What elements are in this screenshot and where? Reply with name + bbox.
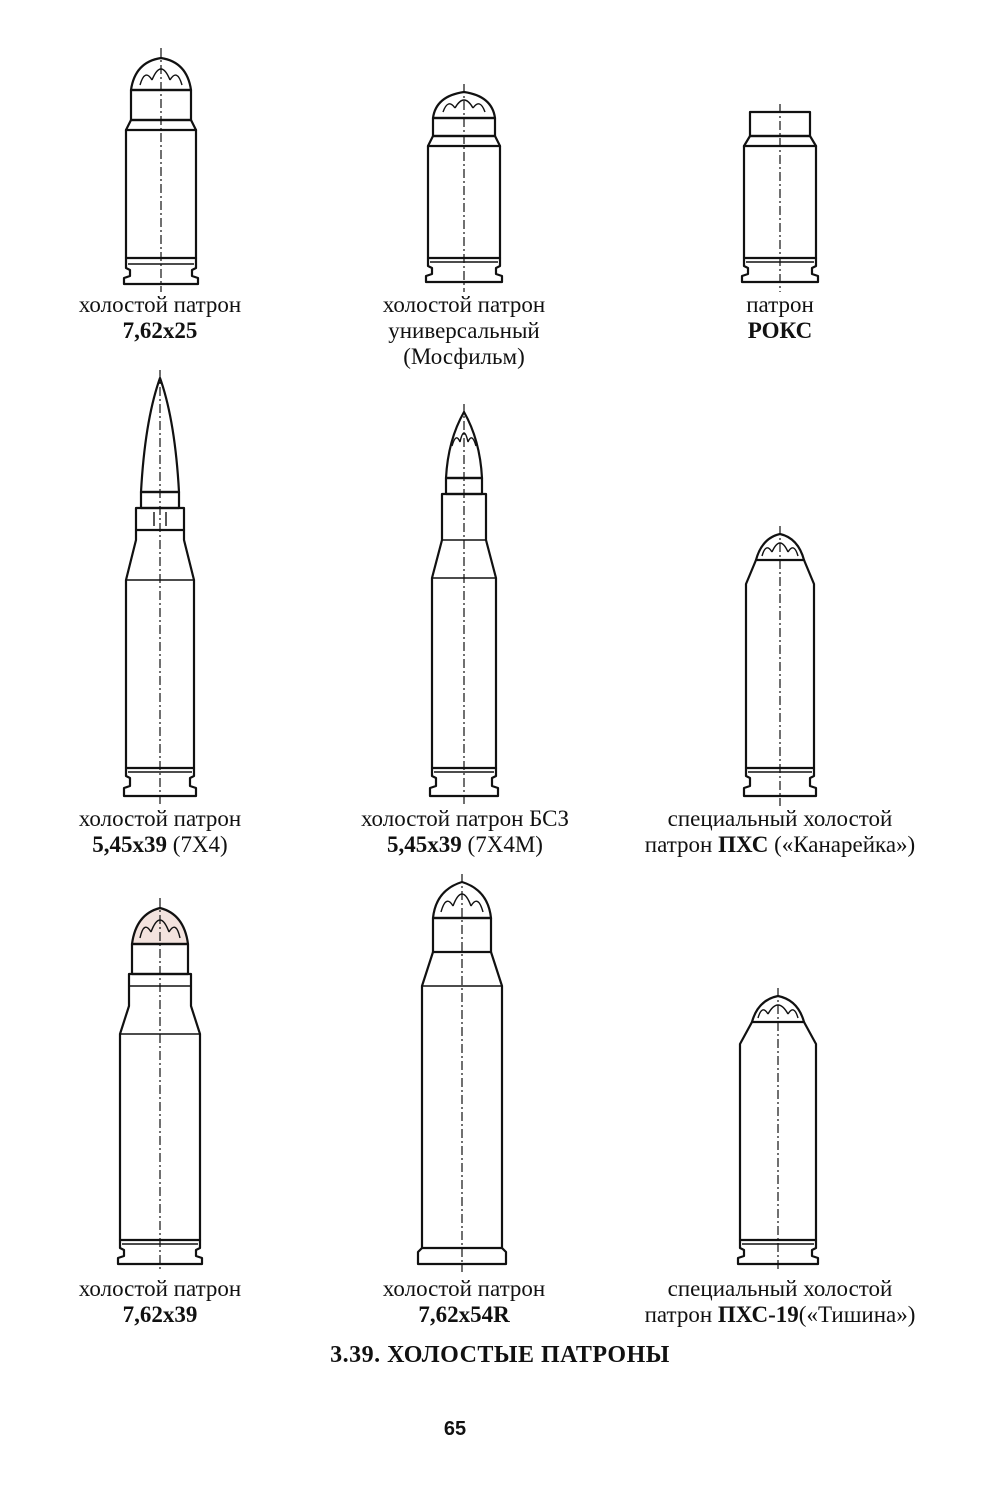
caption-code: ПХС-19 — [717, 1302, 799, 1327]
caption-nickname: («Тишина») — [798, 1302, 916, 1327]
cartridge-drawing-5-45x39-7x4m — [430, 404, 498, 806]
caption-5-45x39-7x4 — [40, 806, 280, 858]
caption-code: 7,62x54R — [418, 1302, 510, 1327]
caption-line1: холостой патрон — [78, 806, 242, 831]
caption-line1: холостой патрон — [382, 292, 546, 317]
cartridge-drawing-pkhs — [744, 526, 816, 806]
cartridge-drawing-pkhs-19 — [738, 988, 818, 1272]
caption-line1: холостой патрон — [78, 1276, 242, 1301]
caption-code: 7,62x25 — [122, 318, 198, 343]
cartridge-drawing-7-62x54r — [418, 874, 506, 1272]
caption-line2: универсальный — [388, 318, 540, 343]
caption-line1: холостой патрон — [382, 1276, 546, 1301]
cartridge-drawing-5-45x39-7x4 — [124, 370, 196, 806]
figure-title: 3.39. ХОЛОСТЫЕ ПАТРОНЫ — [330, 1342, 670, 1368]
cartridge-drawing-7-62x25 — [124, 48, 198, 292]
caption-7-62x25 — [60, 292, 260, 344]
caption-line1: специальный холостой — [667, 806, 893, 831]
caption-line1: холостой патрон — [78, 292, 242, 317]
caption-7-62x54r — [364, 1276, 564, 1328]
caption-pkhs-19 — [620, 1276, 940, 1328]
caption-pkhs — [620, 806, 940, 858]
caption-line3: (Мосфильм) — [403, 344, 525, 369]
caption-5-45x39-7x4m — [320, 806, 610, 858]
cartridge-drawing-universal — [426, 84, 502, 292]
cartridge-drawing-7-62x39 — [118, 898, 202, 1272]
caption-code: РОКС — [747, 318, 813, 343]
caption-line1: патрон — [746, 292, 814, 317]
caption-prefix: патрон — [644, 1302, 718, 1327]
caption-code: 5,45x39 — [92, 832, 168, 857]
caption-roks — [680, 292, 880, 344]
caption-line1: специальный холостой — [667, 1276, 893, 1301]
caption-code: 5,45x39 — [387, 832, 462, 857]
page-number: 65 — [443, 1418, 467, 1440]
caption-prefix: патрон — [644, 832, 719, 857]
caption-universal — [364, 292, 564, 370]
cartridge-drawing-roks — [742, 104, 818, 292]
caption-nickname: («Канарейка») — [768, 832, 916, 857]
caption-code: ПХС — [718, 832, 769, 857]
caption-index: (7Х4М) — [461, 832, 543, 857]
caption-index: (7Х4) — [167, 832, 228, 857]
caption-code: 7,62x39 — [122, 1302, 198, 1327]
caption-7-62x39 — [60, 1276, 260, 1328]
caption-line1: холостой патрон БСЗ — [360, 806, 570, 831]
